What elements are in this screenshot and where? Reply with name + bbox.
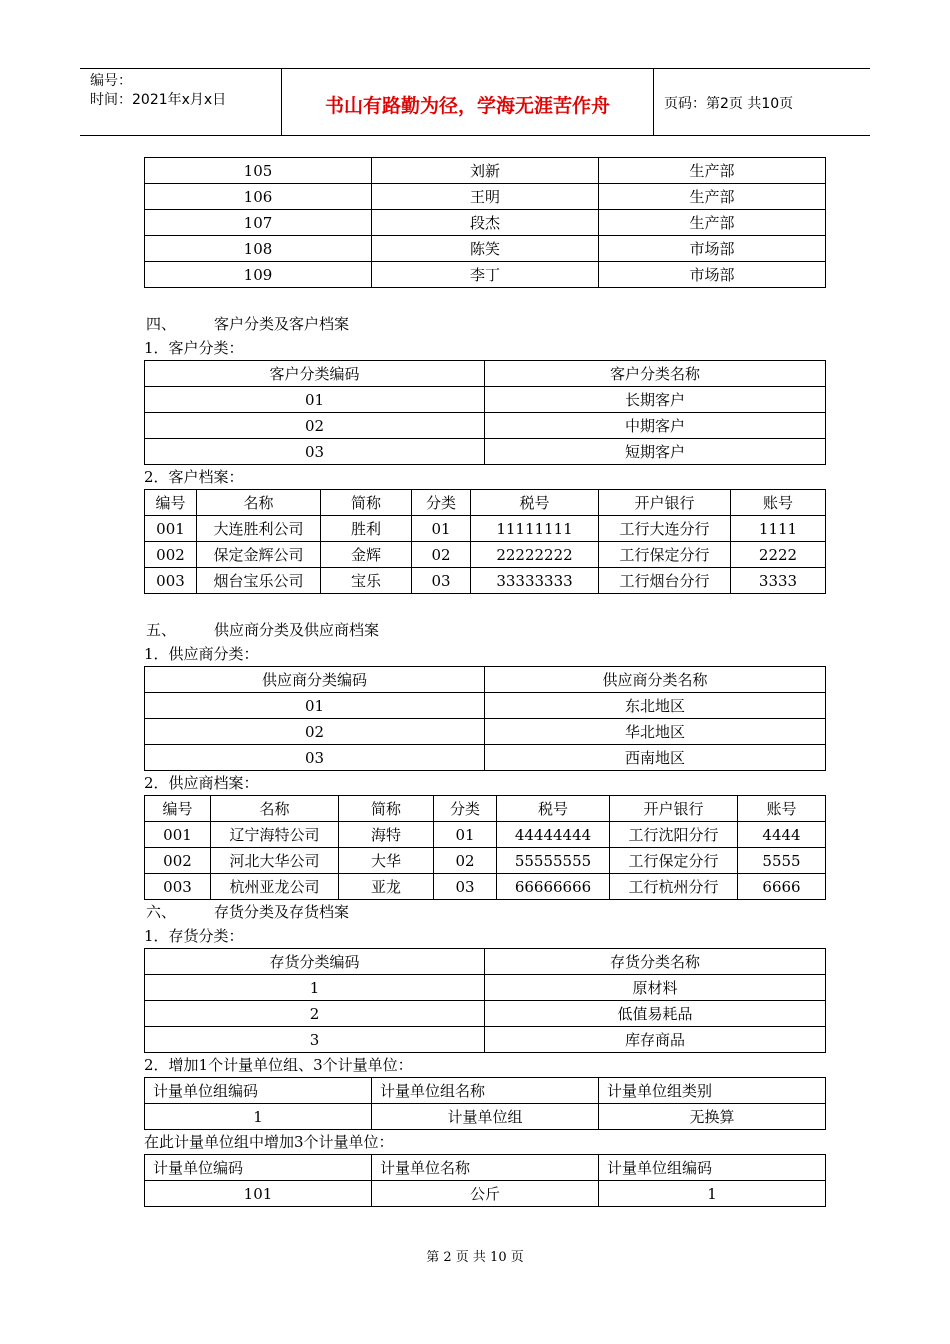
table-header-row — [145, 667, 826, 693]
table-row — [145, 262, 826, 288]
table-cell: 短期客户 — [485, 439, 826, 465]
table-cell: 5555 — [738, 848, 826, 874]
customer-file-table — [144, 489, 826, 594]
table-cell: 生产部 — [599, 210, 826, 236]
table-header-row — [145, 490, 826, 516]
header-cell: 计量单位组编码 — [145, 1078, 372, 1104]
table-cell: 工行烟台分行 — [599, 568, 731, 594]
header-cell: 编号 — [145, 490, 197, 516]
table-header-row — [145, 361, 826, 387]
table-row — [145, 693, 826, 719]
section-heading: 六、 存货分类及存货档案 — [146, 903, 350, 921]
table-row — [145, 184, 826, 210]
table-cell: 大华 — [339, 848, 434, 874]
subheading: 2．增加1个计量单位组、3个计量单位： — [144, 1056, 413, 1074]
table-cell: 计量单位组 — [372, 1104, 599, 1130]
table-header-row — [145, 1155, 826, 1181]
table-row — [145, 158, 826, 184]
table-cell: 02 — [145, 413, 485, 439]
table-cell: 003 — [145, 874, 211, 900]
header-cell: 编号 — [145, 796, 211, 822]
table-row — [145, 1181, 826, 1207]
employee-table — [144, 157, 826, 288]
table-row — [145, 236, 826, 262]
table-row — [145, 975, 826, 1001]
table-cell: 工行大连分行 — [599, 516, 731, 542]
table-cell: 03 — [412, 568, 471, 594]
table-cell: 22222222 — [471, 542, 599, 568]
table-cell: 西南地区 — [485, 745, 826, 771]
table-cell: 33333333 — [471, 568, 599, 594]
table-row — [145, 1027, 826, 1053]
page-footer: 第 2 页 共 10 页 — [426, 1250, 524, 1265]
table-cell: 002 — [145, 848, 211, 874]
supplier-file-table — [144, 795, 826, 900]
table-cell: 东北地区 — [485, 693, 826, 719]
table-cell: 陈笑 — [372, 236, 599, 262]
table-cell: 辽宁海特公司 — [211, 822, 339, 848]
supplier-class-table — [144, 666, 826, 771]
header-cell: 存货分类名称 — [485, 949, 826, 975]
table-row — [145, 439, 826, 465]
table-row — [145, 516, 826, 542]
header-cell: 名称 — [211, 796, 339, 822]
header-cell: 计量单位名称 — [372, 1155, 599, 1181]
header-cell: 客户分类名称 — [485, 361, 826, 387]
table-row — [145, 822, 826, 848]
table-cell: 生产部 — [599, 184, 826, 210]
header-cell: 供应商分类编码 — [145, 667, 485, 693]
table-cell: 段杰 — [372, 210, 599, 236]
table-cell: 002 — [145, 542, 197, 568]
table-cell: 003 — [145, 568, 197, 594]
section-heading: 五、 供应商分类及供应商档案 — [146, 621, 380, 639]
table-cell: 大连胜利公司 — [197, 516, 321, 542]
header-cell: 账号 — [731, 490, 826, 516]
table-cell: 低值易耗品 — [485, 1001, 826, 1027]
table-cell: 107 — [145, 210, 372, 236]
table-cell: 保定金辉公司 — [197, 542, 321, 568]
table-cell: 杭州亚龙公司 — [211, 874, 339, 900]
table-header-row — [145, 1078, 826, 1104]
header-page-info: 页码：第2页 共10页 — [664, 96, 794, 112]
table-cell: 03 — [434, 874, 497, 900]
table-cell: 海特 — [339, 822, 434, 848]
table-header-row — [145, 796, 826, 822]
header-number: 编号： — [90, 73, 132, 89]
table-cell: 生产部 — [599, 158, 826, 184]
subheading: 1．存货分类： — [144, 927, 244, 945]
unit-table — [144, 1154, 826, 1207]
subheading: 在此计量单位组中增加3个计量单位： — [144, 1133, 394, 1151]
header-cell: 开户银行 — [610, 796, 738, 822]
table-cell: 01 — [434, 822, 497, 848]
table-row — [145, 848, 826, 874]
table-cell: 河北大华公司 — [211, 848, 339, 874]
table-cell: 华北地区 — [485, 719, 826, 745]
table-cell: 1 — [145, 975, 485, 1001]
table-cell: 公斤 — [372, 1181, 599, 1207]
table-cell: 原材料 — [485, 975, 826, 1001]
section-heading: 四、 客户分类及客户档案 — [146, 315, 350, 333]
table-cell: 001 — [145, 516, 197, 542]
table-cell: 6666 — [738, 874, 826, 900]
table-cell: 02 — [412, 542, 471, 568]
table-cell: 02 — [434, 848, 497, 874]
header-time: 时间：2021年x月x日 — [90, 92, 227, 108]
header-cell: 计量单位组名称 — [372, 1078, 599, 1104]
table-row — [145, 719, 826, 745]
header-cell: 税号 — [471, 490, 599, 516]
table-cell: 2 — [145, 1001, 485, 1027]
table-cell: 无换算 — [599, 1104, 826, 1130]
table-cell: 刘新 — [372, 158, 599, 184]
table-row — [145, 568, 826, 594]
table-cell: 106 — [145, 184, 372, 210]
header-cell: 计量单位组类别 — [599, 1078, 826, 1104]
subheading: 2．供应商档案： — [144, 774, 259, 792]
table-cell: 02 — [145, 719, 485, 745]
table-cell: 108 — [145, 236, 372, 262]
header-cell: 计量单位编码 — [145, 1155, 372, 1181]
subheading: 1．客户分类： — [144, 339, 244, 357]
table-cell: 3 — [145, 1027, 485, 1053]
table-cell: 01 — [145, 693, 485, 719]
table-cell: 2222 — [731, 542, 826, 568]
table-cell: 宝乐 — [321, 568, 412, 594]
header-cell: 客户分类编码 — [145, 361, 485, 387]
table-cell: 1111 — [731, 516, 826, 542]
table-cell: 烟台宝乐公司 — [197, 568, 321, 594]
header-motto: 书山有路勤为径，学海无涯苦作舟 — [282, 69, 654, 135]
table-row — [145, 387, 826, 413]
table-cell: 109 — [145, 262, 372, 288]
table-cell: 工行沈阳分行 — [610, 822, 738, 848]
table-cell: 库存商品 — [485, 1027, 826, 1053]
table-cell: 01 — [145, 387, 485, 413]
subheading: 1．供应商分类： — [144, 645, 259, 663]
header-cell: 分类 — [434, 796, 497, 822]
table-cell: 王明 — [372, 184, 599, 210]
header-cell: 开户银行 — [599, 490, 731, 516]
table-cell: 1 — [599, 1181, 826, 1207]
header-cell: 简称 — [339, 796, 434, 822]
header-cell: 计量单位组编码 — [599, 1155, 826, 1181]
table-cell: 11111111 — [471, 516, 599, 542]
header-cell: 税号 — [497, 796, 610, 822]
page-header — [80, 68, 870, 136]
table-cell: 亚龙 — [339, 874, 434, 900]
table-cell: 胜利 — [321, 516, 412, 542]
table-cell: 03 — [145, 745, 485, 771]
header-cell: 名称 — [197, 490, 321, 516]
table-cell: 市场部 — [599, 236, 826, 262]
header-cell: 简称 — [321, 490, 412, 516]
table-cell: 01 — [412, 516, 471, 542]
table-cell: 4444 — [738, 822, 826, 848]
subheading: 2．客户档案： — [144, 468, 244, 486]
customer-class-table — [144, 360, 826, 465]
table-cell: 工行杭州分行 — [610, 874, 738, 900]
table-row — [145, 1001, 826, 1027]
unit-group-table — [144, 1077, 826, 1130]
table-cell: 105 — [145, 158, 372, 184]
table-header-row — [145, 949, 826, 975]
table-row — [145, 210, 826, 236]
table-cell: 中期客户 — [485, 413, 826, 439]
table-cell: 001 — [145, 822, 211, 848]
table-row — [145, 1104, 826, 1130]
table-cell: 101 — [145, 1181, 372, 1207]
table-cell: 3333 — [731, 568, 826, 594]
table-cell: 66666666 — [497, 874, 610, 900]
inventory-class-table — [144, 948, 826, 1053]
table-cell: 工行保定分行 — [610, 848, 738, 874]
table-cell: 03 — [145, 439, 485, 465]
table-row — [145, 874, 826, 900]
header-cell: 存货分类编码 — [145, 949, 485, 975]
header-cell: 账号 — [738, 796, 826, 822]
document-body — [144, 157, 825, 1207]
table-cell: 市场部 — [599, 262, 826, 288]
table-cell: 44444444 — [497, 822, 610, 848]
header-cell: 分类 — [412, 490, 471, 516]
table-cell: 55555555 — [497, 848, 610, 874]
table-cell: 金辉 — [321, 542, 412, 568]
table-cell: 长期客户 — [485, 387, 826, 413]
table-cell: 李丁 — [372, 262, 599, 288]
table-row — [145, 745, 826, 771]
table-cell: 工行保定分行 — [599, 542, 731, 568]
table-row — [145, 413, 826, 439]
header-meta — [80, 69, 282, 135]
table-cell: 1 — [145, 1104, 372, 1130]
header-cell: 供应商分类名称 — [485, 667, 826, 693]
table-row — [145, 542, 826, 568]
